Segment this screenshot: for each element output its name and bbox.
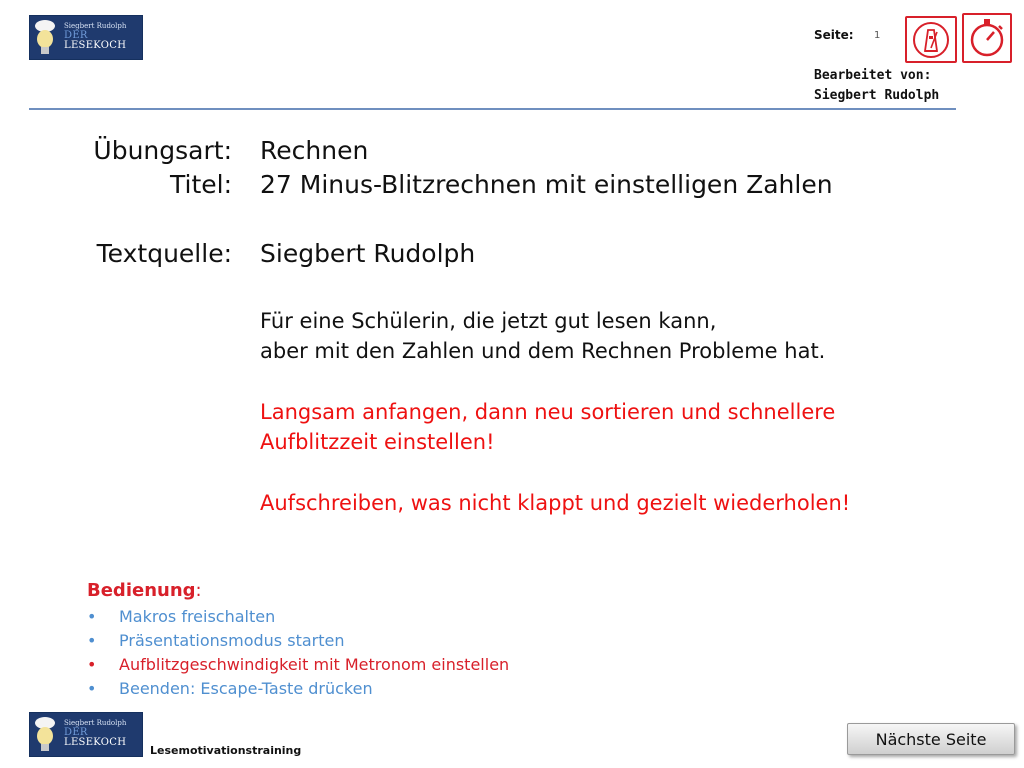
list-item-label: Beenden: Escape-Taste drücken xyxy=(119,679,373,698)
list-item xyxy=(87,653,509,677)
logo-brand: LESEKOCH xyxy=(64,40,127,52)
list-item-label: Präsentationsmodus starten xyxy=(119,631,345,650)
list-item xyxy=(87,605,509,629)
bullet-icon: • xyxy=(87,631,97,650)
bullet-icon: • xyxy=(87,679,97,698)
lightbulb-chef-icon xyxy=(30,713,60,756)
description-line-1: Für eine Schülerin, die jetzt gut lesen kann, xyxy=(260,309,717,333)
list-item-label: Aufblitzgeschwindigkeit mit Metronom einstellen xyxy=(119,655,510,674)
logo-brand: LESEKOCH xyxy=(64,737,127,749)
uebungsart-label: Übungsart: xyxy=(93,136,232,165)
header-logo xyxy=(29,15,143,60)
page-number: 1 xyxy=(874,30,881,41)
seite-label: Seite: xyxy=(814,28,854,42)
description-line-2: aber mit den Zahlen und dem Rechnen Probleme hat. xyxy=(260,339,826,363)
instruction-repeat: Aufschreiben, was nicht klappt und gezielt wiederholen! xyxy=(260,491,851,515)
header-divider xyxy=(29,108,956,110)
bedienung-colon: : xyxy=(195,580,202,601)
logo-name: Siegbert Rudolph xyxy=(64,719,127,728)
list-item xyxy=(87,629,509,653)
bullet-icon: • xyxy=(87,607,97,626)
uebungsart-value: Rechnen xyxy=(260,136,369,165)
bearbeitet-label: Bearbeitet von: xyxy=(814,68,932,83)
logo-brand-prefix: DER xyxy=(64,726,88,738)
footer-label: Lesemotivationstraining xyxy=(150,744,302,757)
titel-value: 27 Minus-Blitzrechnen mit einstelligen Zahlen xyxy=(260,170,833,199)
textquelle-label: Textquelle: xyxy=(96,239,232,268)
instruction-line-2: Aufblitzzeit einstellen! xyxy=(260,430,495,454)
footer-logo xyxy=(29,712,143,757)
metronome-icon xyxy=(911,20,951,60)
stopwatch-button[interactable] xyxy=(962,13,1012,63)
bedienung-title xyxy=(87,580,202,601)
list-item-label: Makros freischalten xyxy=(119,607,276,626)
list-item xyxy=(87,677,509,701)
metronome-button[interactable] xyxy=(905,16,957,63)
next-page-button[interactable]: Nächste Seite xyxy=(847,723,1015,755)
logo-brand-prefix: DER xyxy=(64,29,88,41)
textquelle-value: Siegbert Rudolph xyxy=(260,239,476,268)
instruction-red xyxy=(260,397,835,457)
bedienung-list xyxy=(87,605,509,701)
description xyxy=(260,306,825,366)
instruction-line-1: Langsam anfangen, dann neu sortieren und schnellere xyxy=(260,400,836,424)
lightbulb-chef-icon xyxy=(30,16,60,59)
stopwatch-icon xyxy=(966,17,1008,59)
titel-label: Titel: xyxy=(170,170,232,199)
bedienung-title-text: Bedienung xyxy=(87,580,196,601)
logo-name: Siegbert Rudolph xyxy=(64,22,127,31)
bearbeitet-name: Siegbert Rudolph xyxy=(814,88,940,103)
bullet-icon: • xyxy=(87,655,97,674)
